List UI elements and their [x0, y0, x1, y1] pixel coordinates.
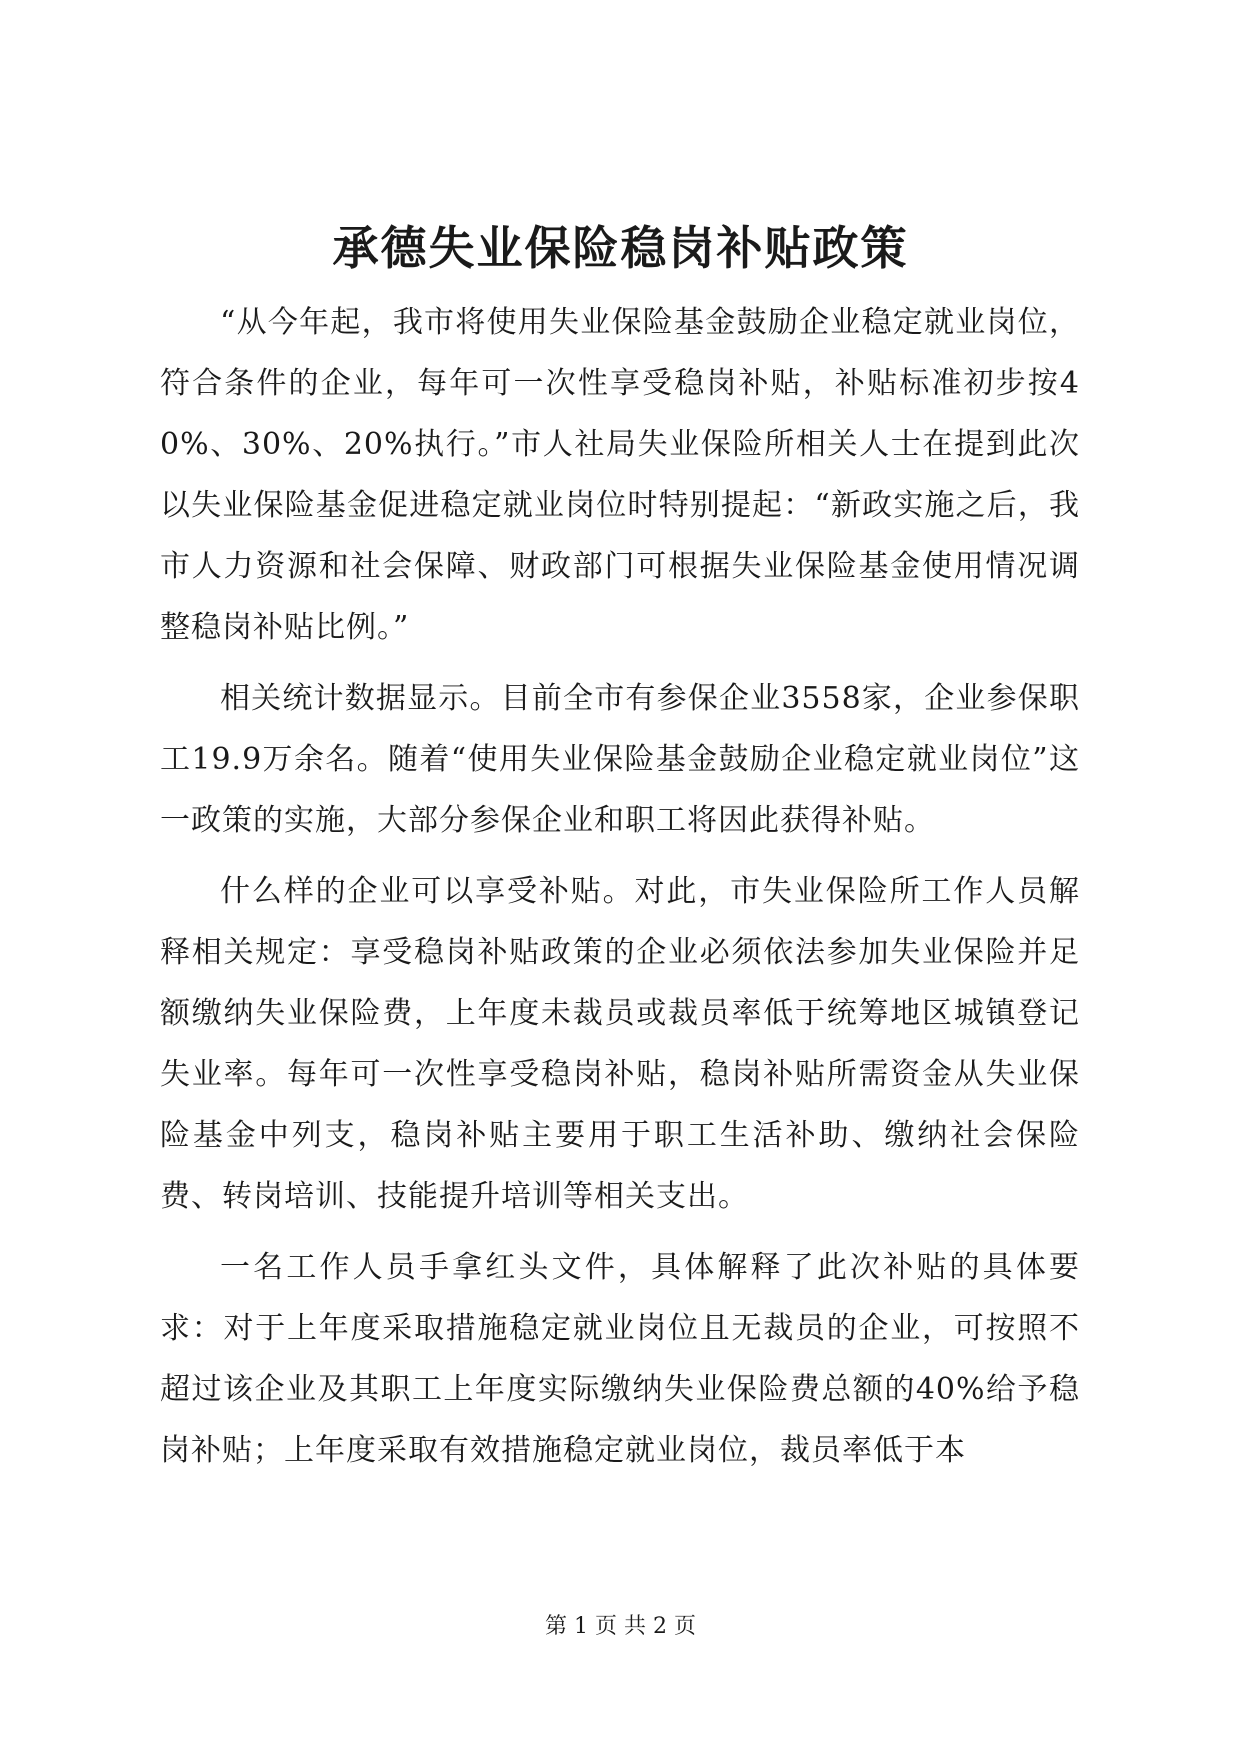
document-title: 承德失业保险稳岗补贴政策 — [332, 221, 909, 275]
page-number-footer: 第 1 页 共 2 页 — [545, 1614, 696, 1639]
paragraph-1: “从今年起，我市将使用失业保险基金鼓励企业稳定就业岗位，符合条件的企业，每年可一次性享受稳岗补贴，补贴标准初步按40%、30%、20%执行。”市人社局失业保险所相关人士在提到此次以失业保险基金促进稳定就业岗位时特别提起：“新政实施之后，我市人力资源和社会保障、财政部门可根据失业保险基金使用情况调整稳岗补贴比例。” — [160, 305, 1080, 645]
paragraph-3: 什么样的企业可以享受补贴。对此，市失业保险所工作人员解释相关规定：享受稳岗补贴政策的企业必须依法参加失业保险并足额缴纳失业保险费，上年度未裁员或裁员率低于统筹地区城镇登记失业率。每年可一次性享受稳岗补贴，稳岗补贴所需资金从失业保险基金中列支，稳岗补贴主要用于职工生活补助、缴纳社会保险费、转岗培训、技能提升培训等相关支出。 — [160, 874, 1080, 1214]
document-body — [160, 292, 1080, 1491]
paragraph-4: 一名工作人员手拿红头文件，具体解释了此次补贴的具体要求：对于上年度采取措施稳定就业岗位且无裁员的企业，可按照不超过该企业及其职工上年度实际缴纳失业保险费总额的40%给予稳岗补贴；上年度采取有效措施稳定就业岗位，裁员率低于本 — [160, 1250, 1080, 1468]
paragraph-2: 相关统计数据显示。目前全市有参保企业3558家，企业参保职工19.9万余名。随着“使用失业保险基金鼓励企业稳定就业岗位”这一政策的实施，大部分参保企业和职工将因此获得补贴。 — [160, 681, 1080, 838]
